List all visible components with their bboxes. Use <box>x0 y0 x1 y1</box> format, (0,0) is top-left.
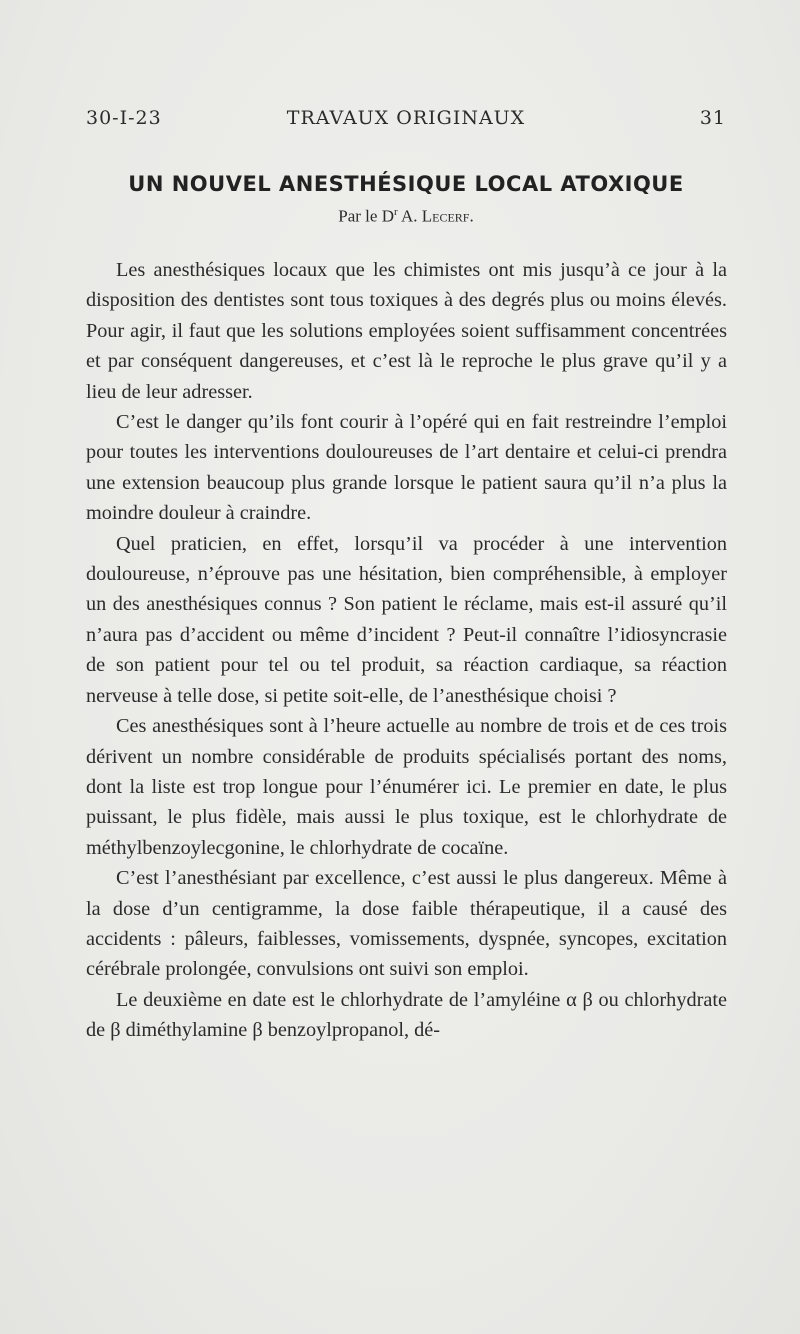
byline-author: A. Lecerf. <box>397 206 474 226</box>
header-date: 30-I-23 <box>86 107 162 129</box>
header-page-number: 31 <box>699 107 726 129</box>
header-section: TRAVAUX ORIGINAUX <box>286 107 526 129</box>
paragraph: C’est le danger qu’ils font courir à l’opéré qui en fait restreindre l’emploi pour toutes les interventions douloureuses de l’art dentaire et celui-ci prendra une extension beaucoup plus grande lorsque le patient saura qu’il n’a plus la moindre douleur à craindre. <box>86 411 727 525</box>
article-title: UN NOUVEL ANESTHÉSIQUE LOCAL ATOXIQUE <box>128 172 684 196</box>
byline-prefix: Par le D <box>338 206 394 226</box>
paragraph: Ces anesthésiques sont à l’heure actuelle au nombre de trois et de ces trois dérivent un nombre considérable de produits spécialisés portant des noms, dont la liste est trop longue pour l’énumérer ici. Le premier en date, le plus puissant, le plus fidèle, mais aussi le plus toxique, est le chlorhydrate de méthylbenzoylecgonine, le chlorhydrate de cocaïne. <box>86 715 727 859</box>
article-body <box>86 255 727 1046</box>
paragraph: Quel praticien, en effet, lorsqu’il va procéder à une intervention douloureuse, n’éprouve pas une hésitation, bien compréhensible, à employer un des anesthésiques connus ? Son patient le réclame, mais est-il assuré qu’il n’aura pas d’accident ou même d’incident ? Peut-il connaître l’idiosyncrasie de son patient pour tel ou tel produit, sa réaction cardiaque, sa réaction nerveuse à telle dose, si petite soit-elle, de l’anesthésique choisi ? <box>86 532 727 707</box>
paragraph: C’est l’anesthésiant par excellence, c’est aussi le plus dangereux. Même à la dose d’un centigramme, la dose faible thérapeutique, il a causé des accidents : pâleurs, faiblesses, vomissements, dyspnée, syncopes, excitation cérébrale prolongée, convulsions ont suivi son emploi. <box>86 867 727 981</box>
running-head <box>86 107 726 133</box>
paragraph: Les anesthésiques locaux que les chimistes ont mis jusqu’à ce jour à la disposition des dentistes sont tous toxiques à des degrés plus ou moins élevés. Pour agir, il faut que les solutions employées soient suffisamment concentrées et par conséquent dangereuses, et c’est là le reproche le plus grave qu’il y a lieu de leur adresser. <box>86 259 727 403</box>
article-byline <box>80 206 732 227</box>
paragraph: Le deuxième en date est le chlorhydrate de l’amyléine α β ou chlorhydrate de β diméthylamine β benzoylpropanol, dé- <box>86 988 727 1042</box>
byline-superscript: r <box>393 206 398 218</box>
